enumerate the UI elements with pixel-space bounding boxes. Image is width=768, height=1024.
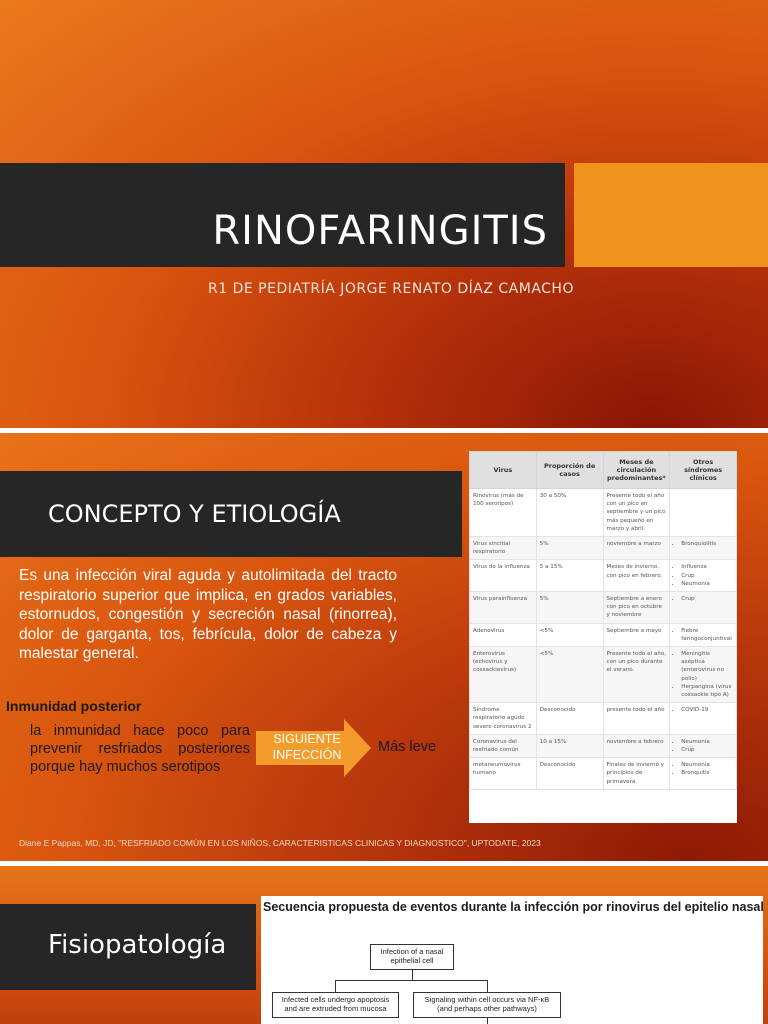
table-cell-virus: Coronavirus del resfriado común bbox=[470, 734, 537, 757]
connector bbox=[335, 980, 487, 981]
syndrome-item: • Influenza bbox=[681, 563, 733, 571]
table-cell-prop: <5% bbox=[536, 623, 603, 646]
arrow-label: SIGUIENTE INFECCIÓN bbox=[272, 732, 342, 762]
rhinovirus-diagram bbox=[261, 896, 763, 1024]
table-cell-months: Septiembre a mayo bbox=[603, 623, 670, 646]
syndrome-item: • Neumonía bbox=[681, 761, 733, 769]
table-row bbox=[470, 734, 737, 757]
table-cell-prop: 10 a 15% bbox=[536, 734, 603, 757]
syndrome-item: • Herpangina (virus coxsackie tipo A) bbox=[681, 683, 733, 699]
table-cell-prop: 5% bbox=[536, 592, 603, 624]
result-text: Más leve bbox=[378, 739, 437, 755]
table-cell-months: noviembre a febrero bbox=[603, 734, 670, 757]
virus-table bbox=[469, 451, 737, 823]
concept-paragraph: Es una infección viral aguda y autolimitada del tracto respiratorio superior que implica, en grados variables, estornudos, congestión y secreción nasal (rinorrea), dolor de garganta, tos, febrícula, dolor de cabeza y malestar general. bbox=[19, 567, 397, 662]
table-cell-virus: metaneumovirus humano bbox=[470, 758, 537, 790]
diagram-title: Secuencia propuesta de eventos durante la infección por rinovirus del epitelio nasal bbox=[263, 900, 764, 914]
table-cell-months: Presente todo el año, con un pico durante el verano. bbox=[603, 647, 670, 703]
table-cell-prop: 5% bbox=[536, 537, 603, 560]
table-cell-other bbox=[670, 592, 737, 624]
syndrome-item: • Neumonía bbox=[681, 580, 733, 588]
table-cell-months: presente todo el año bbox=[603, 703, 670, 735]
table-cell-prop: Desconocido bbox=[536, 703, 603, 735]
table-row bbox=[470, 703, 737, 735]
table-cell-prop: Desconocido bbox=[536, 758, 603, 790]
header-proportion: Proporción de casos bbox=[536, 452, 603, 489]
table-cell-months: Meses de invierno, con pico en febrero. bbox=[603, 560, 670, 592]
table-cell-months: Finales de invierno y principios de primavera bbox=[603, 758, 670, 790]
physiopathology-heading: Fisiopatología bbox=[48, 930, 227, 960]
table-cell-other bbox=[670, 560, 737, 592]
connector bbox=[487, 980, 488, 992]
table-cell-other bbox=[670, 537, 737, 560]
accent-block bbox=[574, 163, 768, 267]
syndrome-item: • Crup bbox=[681, 595, 733, 603]
concept-heading: CONCEPTO Y ETIOLOGÍA bbox=[48, 500, 341, 528]
table-cell-other bbox=[670, 734, 737, 757]
title-slide bbox=[0, 0, 768, 428]
immunity-title: Inmunidad posterior bbox=[6, 698, 142, 714]
table-cell-virus: Virus sincitial respiratorio bbox=[470, 537, 537, 560]
table-cell-virus: Adenovirus bbox=[470, 623, 537, 646]
table-cell-virus: Rinovirus (más de 100 serotipos) bbox=[470, 489, 537, 537]
slide-title: RINOFARINGITIS bbox=[212, 208, 548, 254]
table-row bbox=[470, 623, 737, 646]
table-row bbox=[470, 560, 737, 592]
table-cell-other bbox=[670, 758, 737, 790]
box-signaling: Signaling within cell occurs via NF-κB (and perhaps other pathways) bbox=[413, 992, 561, 1018]
table-row bbox=[470, 489, 737, 537]
immunity-text: la inmunidad hace poco para prevenir resfriados posteriores porque hay muchos serotipos bbox=[30, 723, 250, 775]
syndrome-item: • Bronquiolitis bbox=[681, 540, 733, 548]
table-cell-other bbox=[670, 489, 737, 537]
table-cell-other bbox=[670, 703, 737, 735]
table-cell-virus: Virus de la influenza bbox=[470, 560, 537, 592]
table-row bbox=[470, 647, 737, 703]
table-cell-months: Presente todo el año con un pico en septiembre y un pico más pequeño en marzo y abril. bbox=[603, 489, 670, 537]
box-apoptosis: Infected cells undergo apoptosis and are extruded from mucosa bbox=[272, 992, 399, 1018]
header-months: Meses de circulación predominantes* bbox=[603, 452, 670, 489]
table-cell-virus: Virus parainfluenza bbox=[470, 592, 537, 624]
syndrome-item: • COVID-19 bbox=[681, 706, 733, 714]
syndrome-item: • Neumonía bbox=[681, 738, 733, 746]
connector bbox=[487, 1018, 488, 1024]
syndrome-item: • Meningitis aséptica (enterovirus no polio) bbox=[681, 650, 733, 683]
table-cell-virus: Enterovirus (echovirus y coxsackievirus) bbox=[470, 647, 537, 703]
header-other: Otros síndromes clínicos bbox=[670, 452, 737, 489]
citation: Diane E Pappas, MD, JD, "RESFRIADO COMÚN EN LOS NIÑOS, CARACTERISTICAS CLINICAS Y DIAGNOSTICO", UPTODATE, 2023 bbox=[19, 838, 541, 848]
table-row bbox=[470, 758, 737, 790]
slide-subtitle: R1 DE PEDIATRÍA JORGE RENATO DÍAZ CAMACHO bbox=[208, 281, 574, 297]
table-row bbox=[470, 592, 737, 624]
table-cell-other bbox=[670, 623, 737, 646]
syndrome-item: • Fiebre faringoconjuntival bbox=[681, 627, 733, 643]
header-virus: Virus bbox=[470, 452, 537, 489]
table-cell-virus: Síndrome respiratorio agudo severo coronavirus 2 bbox=[470, 703, 537, 735]
syndrome-item: • Bronquitis bbox=[681, 769, 733, 777]
connector bbox=[335, 980, 336, 992]
box-infection: Infection of a nasal epithelial cell bbox=[370, 944, 454, 970]
table-cell-months: noviembre a marzo bbox=[603, 537, 670, 560]
table-cell-prop: <5% bbox=[536, 647, 603, 703]
table-cell-other bbox=[670, 647, 737, 703]
table-cell-months: Septiembre a enero con pico en octubre y noviembre bbox=[603, 592, 670, 624]
syndrome-item: • Crup bbox=[681, 746, 733, 754]
syndrome-item: • Crup bbox=[681, 572, 733, 580]
connector bbox=[412, 970, 413, 980]
table-cell-prop: 30 a 50% bbox=[536, 489, 603, 537]
table-row bbox=[470, 537, 737, 560]
table-cell-prop: 5 a 15% bbox=[536, 560, 603, 592]
